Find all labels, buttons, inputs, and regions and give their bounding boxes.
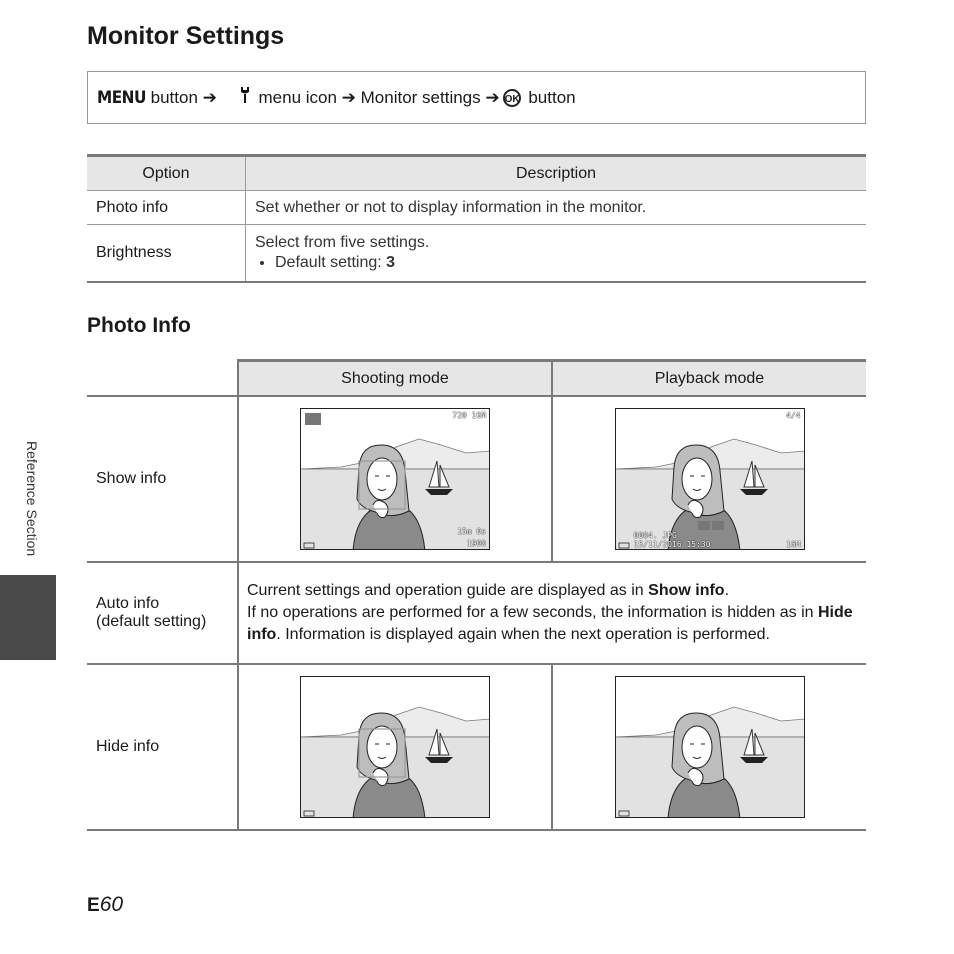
- scene-image: [301, 677, 490, 818]
- side-section-label: [14, 441, 42, 591]
- osd-image-size: 16M: [786, 540, 801, 549]
- menu-button-label: MENU: [97, 87, 146, 108]
- option-name: Photo info: [87, 191, 246, 225]
- monitor-screen: [615, 408, 805, 550]
- playback-hide-info-cell: [552, 664, 866, 830]
- osd-remaining-time: 15m 0s: [457, 527, 486, 536]
- arrow-icon: ➔: [202, 87, 217, 107]
- table-row: [87, 225, 866, 283]
- option-name: Brightness: [87, 225, 246, 283]
- bold-text: Hide info: [247, 604, 853, 643]
- table-row: [87, 191, 866, 225]
- reference-section-icon: E: [87, 895, 100, 916]
- monitor-screen: [300, 408, 490, 550]
- scene-image: [616, 677, 805, 818]
- column-header-shooting: Shooting mode: [238, 361, 552, 397]
- osd-image-count: 4/4: [786, 411, 801, 420]
- nav-text: button: [145, 87, 203, 107]
- option-description: Set whether or not to display information in the monitor.: [246, 191, 867, 225]
- osd-image-mode: 720 16M: [452, 411, 486, 420]
- default-value: 3: [386, 254, 396, 271]
- column-header-playback: Playback mode: [552, 361, 866, 397]
- osd-remaining-shots: 1900: [466, 539, 486, 548]
- arrow-icon: ➔: [485, 87, 500, 107]
- page-number: [87, 893, 123, 917]
- text: . Information is displayed again when the next operation is performed.: [276, 626, 770, 643]
- options-table: [87, 154, 866, 283]
- row-label-auto-info: [87, 562, 238, 664]
- empty-header: [87, 361, 238, 397]
- page-title: Monitor Settings: [87, 22, 285, 50]
- default-setting-label: (default setting): [96, 613, 207, 630]
- shooting-show-info-cell: [238, 396, 552, 562]
- nav-text: menu icon: [253, 87, 342, 107]
- row-label-show-info: Show info: [87, 396, 238, 562]
- bold-text: Show info: [648, 582, 725, 599]
- menu-path: [87, 71, 866, 124]
- column-header-description: Description: [246, 156, 867, 191]
- side-tab-marker: [0, 575, 56, 660]
- monitor-screen: [300, 676, 490, 818]
- ok-button-icon: OK: [503, 89, 521, 107]
- page-number-value: 60: [99, 893, 124, 916]
- option-description: [246, 225, 867, 283]
- auto-info-description: [238, 562, 866, 664]
- osd-date-time: 15/11/2016 15:30: [633, 540, 711, 549]
- wrench-icon: [220, 66, 251, 129]
- auto-info-label: Auto info: [96, 595, 160, 612]
- osd-file-name: 0004. JPG: [633, 531, 677, 540]
- nav-text: button: [523, 87, 576, 107]
- description-text: Select from five settings.: [255, 234, 430, 251]
- text: If no operations are performed for a few seconds, the information is hidden as in: [247, 604, 818, 621]
- scene-image: [616, 409, 805, 550]
- bullet-text: Default setting:: [275, 254, 387, 271]
- photo-info-table: [87, 359, 866, 831]
- text: Current settings and operation guide are displayed as in: [247, 582, 649, 599]
- section-heading: Photo Info: [87, 314, 191, 337]
- playback-show-info-cell: [552, 396, 866, 562]
- monitor-screen: [615, 676, 805, 818]
- bullet-item: [275, 254, 857, 272]
- nav-text: Monitor settings: [355, 87, 486, 107]
- row-label-hide-info: Hide info: [87, 664, 238, 830]
- shooting-hide-info-cell: [238, 664, 552, 830]
- text: .: [724, 582, 730, 599]
- side-label-text: Reference Section: [24, 441, 40, 557]
- column-header-option: Option: [87, 156, 246, 191]
- arrow-icon: ➔: [341, 87, 356, 107]
